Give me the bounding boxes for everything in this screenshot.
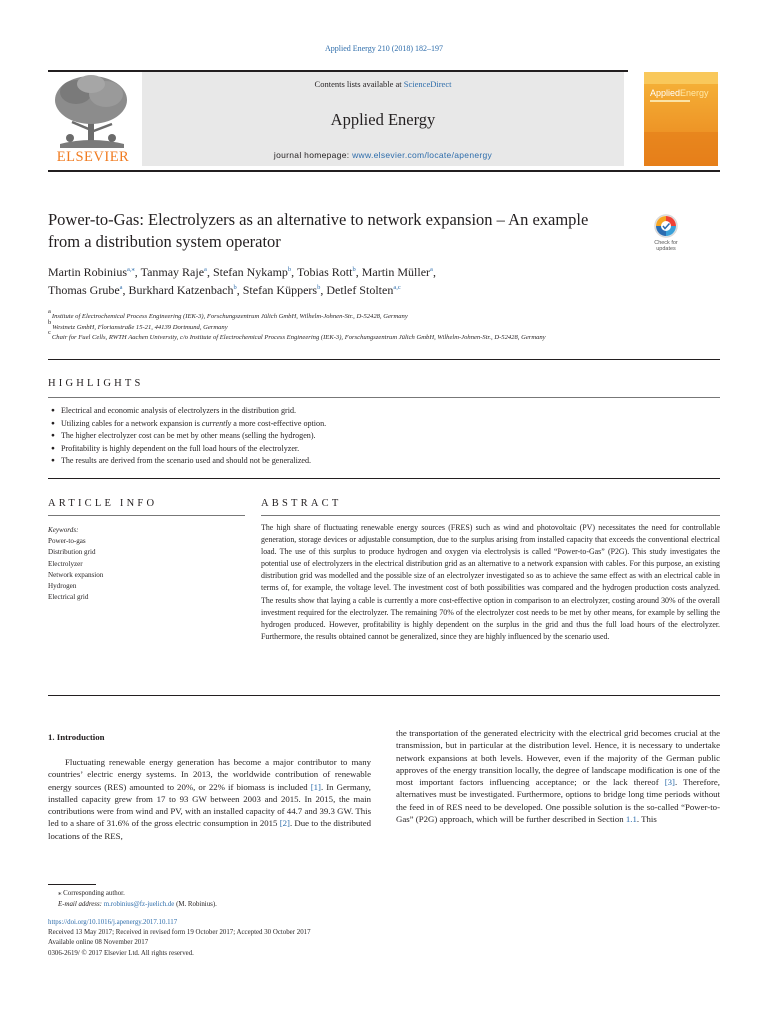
- body-text: the transportation of the generated electricity with the electrical grid becomes crucial at the transmission, but in particular at the distribution level. Hence, it is necessary to undertake network expansions at both levels. However, even if the majority of the German public approves of the energy transition locally, the degree of landscape modification is one of the most important factors influencing acceptance; or the lack thereof: [396, 728, 720, 788]
- author-separator: ,: [432, 265, 436, 279]
- body-text: . In Germany, installed capacity grew from 17 to 93 GW between 2003 and 2015. In 2015, the main contributions were from wind and PV, with an installed capacity of 44.7 and 39.3 GW. This led to a share of 31.6% of the gross electric consumption in 2015: [48, 781, 371, 829]
- crossmark-label-2: updates: [656, 246, 676, 252]
- author-affil-mark[interactable]: a,c: [393, 284, 401, 291]
- affiliation-mark: a: [48, 308, 51, 315]
- abstract-heading: ABSTRACT: [261, 498, 342, 509]
- author-separator: ,: [320, 283, 327, 297]
- footnote-rule: [48, 884, 96, 885]
- highlights-list: [51, 405, 711, 468]
- citation-link[interactable]: [2]: [279, 818, 290, 829]
- highlight-emphasis: currently: [201, 418, 232, 428]
- crossmark-icon: [644, 213, 688, 253]
- introduction-heading: 1. Introduction: [48, 732, 105, 742]
- affiliation-text: Chair for Fuel Cells, RWTH Aachen University, c/o Institute of Electrochemical Process Engineering (IEK-3), Forschungszentrum Jülich GmbH, Wilhelm-Johnen-Str., D-52428, Germany: [51, 334, 546, 341]
- highlight-item: [51, 443, 711, 456]
- article-footer: [48, 918, 548, 959]
- author-name[interactable]: Burkhard Katzenbach: [128, 283, 234, 297]
- author-name[interactable]: Stefan Nykamp: [212, 265, 288, 279]
- elsevier-logo[interactable]: [48, 72, 138, 164]
- keyword-item: Power-to-gas: [48, 537, 86, 546]
- author-affil-mark[interactable]: b: [352, 266, 356, 273]
- author-name[interactable]: Detlef Stolten: [326, 283, 394, 297]
- elsevier-tree-icon: [48, 72, 138, 164]
- journal-title: Applied Energy: [330, 110, 436, 129]
- author-name[interactable]: Stefan Küppers: [242, 283, 318, 297]
- author-affil-mark[interactable]: a: [119, 284, 123, 291]
- email-label: E-mail address:: [58, 901, 102, 908]
- affiliation-c: [48, 327, 668, 343]
- section-link[interactable]: 1.1: [625, 814, 637, 825]
- citation-link[interactable]: [3]: [664, 777, 675, 788]
- highlight-text: a more cost-effective option.: [231, 418, 327, 428]
- highlight-text: The higher electrolyzer cost can be met by other means (selling the hydrogen).: [60, 431, 316, 440]
- author-list-line-1: [48, 265, 668, 280]
- highlight-item: [51, 430, 711, 443]
- author-separator: ,: [206, 265, 213, 279]
- highlight-item: [51, 418, 711, 431]
- author-separator: ,: [122, 283, 129, 297]
- body-column-left: [48, 756, 371, 842]
- author-affil-mark[interactable]: b: [287, 266, 292, 273]
- keyword-item: Distribution grid: [48, 548, 96, 557]
- cover-title-applied: Applied: [650, 88, 681, 98]
- keywords-label: Keywords:: [48, 526, 79, 534]
- copyright-line: 0306-2619/ © 2017 Elsevier Ltd. All rights reserved.: [48, 949, 194, 957]
- author-name[interactable]: Thomas Grube: [48, 283, 120, 297]
- author-name[interactable]: Tobias Rott: [296, 265, 353, 279]
- cover-title-energy: Energy: [680, 88, 709, 98]
- online-date: Available online 08 November 2017: [48, 939, 149, 947]
- highlights-heading: HIGHLIGHTS: [48, 378, 144, 389]
- article-info-divider: [48, 515, 245, 516]
- article-info-heading: ARTICLE INFO: [48, 498, 158, 509]
- corresponding-author-note: ⁎ Corresponding author.: [58, 890, 125, 897]
- abstract-divider: [261, 515, 720, 516]
- highlight-item: [51, 405, 711, 418]
- footnote: [58, 888, 358, 910]
- keyword-item: Network expansion: [48, 570, 104, 579]
- author-affil-mark[interactable]: a: [430, 266, 433, 273]
- journal-cover-icon: [644, 72, 718, 166]
- journal-reference-link[interactable]: Applied Energy 210 (2018) 182–197: [324, 44, 444, 53]
- author-name[interactable]: Martin Müller: [361, 265, 431, 279]
- keyword-item: Hydrogen: [48, 582, 77, 591]
- journal-cover-image[interactable]: [644, 72, 718, 166]
- author-name[interactable]: Martin Robinius: [48, 265, 128, 279]
- journal-homepage-line: [142, 150, 624, 160]
- author-separator: ,: [236, 283, 243, 297]
- journal-homepage-link[interactable]: www.elsevier.com/locate/apenergy: [352, 150, 493, 160]
- affiliation-mark: c: [48, 329, 51, 336]
- article-title: Power-to-Gas: Electrolyzers as an alternative to network expansion – An example from a distribution system operator: [48, 210, 589, 251]
- highlight-text: Profitability is highly dependent on the full load hours of the electrolyzer.: [60, 443, 300, 453]
- section-divider: [48, 695, 720, 696]
- affiliation-mark: b: [48, 319, 52, 326]
- author-affil-mark[interactable]: a,⁎: [127, 266, 135, 273]
- contents-prefix: Contents lists available at: [314, 79, 404, 89]
- body-text: . Therefore, alternatives must be investigated. Furthermore, options to bridge long time periods without the feed in of RES need to be developed. One possible solution is the so-called “Power-to-Gas” (P2G) approach, which will be further described in Section: [396, 777, 720, 825]
- abstract-text: The high share of fluctuating renewable energy sources (FRES) such as wind and photovoltaic (PV) necessitates the need for controllable generation, storage devices or adjustable consumption, due to the surplus arising from installed capacity that exceeds the conventional electrical load. The use of this surplus to produce hydrogen and oxygen via electrolysis is called “Power-to-Gas” (P2G). This study investigates the potential use of electrolyzers in the electrical distribution grid as an alternative to a network expansion with cables. For this purpose, an existing distribution grid was modelled and the possible size of an electrolyzer investigated so as to achieve the same effect as with an electrical cable in terms of, for example, the voltage level. The investment cost of both possibilities was compared and the hydrogen production costs analyzed. The results show that laying a cable is currently a more cost-effective option in comparison to an electrolyzer, costing around 30% of the overall investment required for the electrolyzer. The remaining 70% of the electrolyzer cost needs to be met by other means, for example by selling the hydrogen produced. However, profitability is highly dependent on the surplus in the grid and thus the full load hours of the electrolyzer. Furthermore, the results obtained cannot be generalized, since they are highly influenced by the scenario used.: [261, 523, 720, 641]
- email-link[interactable]: m.robinius@fz-juelich.de: [103, 901, 175, 908]
- author-list-line-2: [48, 283, 668, 298]
- affiliation-text: Institute of Electrochemical Process Engineering (IEK-3), Forschungszentrum Jülich GmbH, Wilhelm-Johnen-Str., D-52428, Germany: [51, 313, 408, 320]
- highlights-divider: [48, 397, 720, 398]
- keyword-item: Electrolyzer: [48, 559, 83, 568]
- author-affil-mark[interactable]: b: [233, 284, 237, 291]
- author-affil-mark[interactable]: a: [204, 266, 207, 273]
- email-line: [58, 899, 358, 910]
- author-separator: ,: [291, 265, 297, 279]
- highlight-item: [51, 455, 711, 468]
- highlight-text: The results are derived from the scenario used and should not be generalized.: [60, 456, 312, 465]
- check-for-updates-badge[interactable]: [644, 213, 688, 253]
- body-text: Fluctuating renewable energy generation has become a major contributor to many countries’ electric energy systems. In 2013, the worldwide contribution of renewable energy sources (RES) amounted to 20%, or 22% if biomass is included: [48, 757, 371, 792]
- doi-link[interactable]: https://doi.org/10.1016/j.apenergy.2017.10.117: [48, 919, 178, 926]
- section-divider: [48, 478, 720, 479]
- homepage-prefix: journal homepage:: [273, 150, 353, 160]
- keyword-item: Electrical grid: [48, 593, 89, 602]
- citation-link[interactable]: [1]: [310, 781, 321, 792]
- keywords-block: [48, 525, 245, 603]
- header-bottom-rule: [48, 170, 720, 172]
- body-column-right: [396, 727, 720, 825]
- author-name[interactable]: Tanmay Raje: [140, 265, 205, 279]
- affiliation-text: Westnetz GmbH, Florianstraße 15-21, 44139 Dortmund, Germany: [52, 324, 228, 331]
- elsevier-wordmark: ELSEVIER: [56, 149, 130, 164]
- contents-line: [142, 79, 624, 89]
- received-dates: Received 13 May 2017; Received in revised form 19 October 2017; Accepted 30 October 2017: [48, 929, 311, 937]
- highlight-text: Electrical and economic analysis of electrolyzers in the distribution grid.: [60, 406, 297, 415]
- body-text: . Due to the distributed locations of the RES,: [48, 818, 371, 841]
- body-text: . This: [636, 814, 657, 825]
- author-separator: ,: [355, 265, 362, 279]
- author-affil-mark[interactable]: b: [317, 284, 321, 291]
- sciencedirect-link[interactable]: ScienceDirect: [403, 79, 452, 89]
- highlight-text: Utilizing cables for a network expansion is: [60, 418, 202, 428]
- email-suffix: (M. Robinius).: [174, 901, 217, 908]
- crossmark-label-1: Check for: [654, 240, 678, 246]
- section-divider: [48, 359, 720, 360]
- author-separator: ,: [134, 265, 141, 279]
